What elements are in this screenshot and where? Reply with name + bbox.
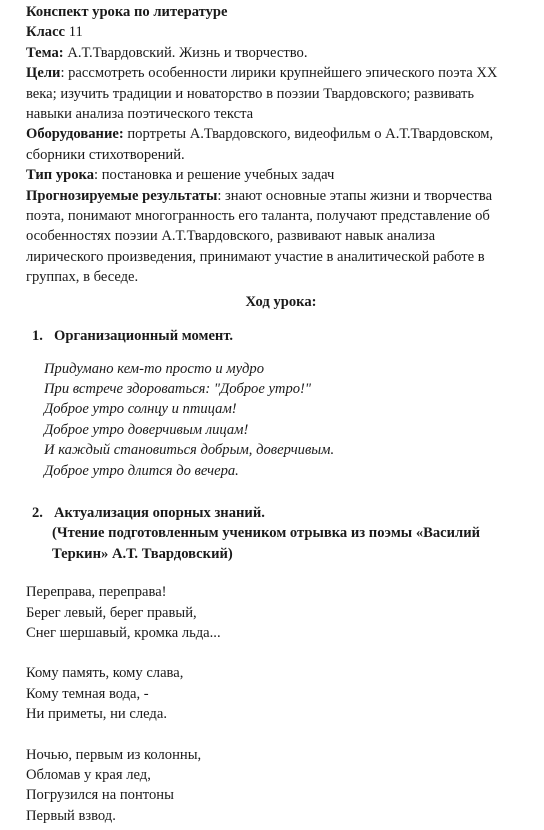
spacer [26,564,536,582]
topic-line [26,43,536,63]
step-2-subtitle-1: (Чтение подготовленным учеником отрывка из поэмы «Василий [52,525,481,542]
lesson-type-line [26,165,536,185]
epigraph-line: Доброе утро солнцу и птицам! [44,401,237,418]
epigraph-line: Доброе утро доверчивым лицам! [44,421,249,438]
poem-line: Берег левый, берег правый, [26,604,197,621]
step-2-title: Актуализация опорных знаний. [54,504,265,521]
epigraph-line: При встрече здороваться: "Доброе утро!" [44,380,312,397]
goals-block [26,63,536,124]
epigraph-line: И каждый становиться добрым, доверчивым. [44,442,335,459]
goals-line-1 [26,63,536,83]
results-text-1: : знают основные этапы жизни и творчества [217,187,493,204]
results-label: Прогнозируемые результаты [26,187,218,204]
step-2-heading [32,503,536,523]
equipment-label: Оборудование: [26,126,124,143]
class-line [26,22,536,42]
step-1-title: Организационный момент. [54,328,234,345]
topic-value: А.Т.Твардовский. Жизнь и творчество. [67,44,308,61]
poem-line: Первый взвод. [26,807,116,824]
poem-excerpt [26,582,536,826]
equipment-text-1: портреты А.Твардовского, видеофильм о А.Т.Твардовском, [123,126,494,143]
step-1-heading [32,326,536,346]
equipment-text-2: сборники стихотворений. [26,146,185,163]
spacer [26,481,536,503]
poem-stanza-3 [26,745,536,827]
topic-label: Тема: [26,44,64,61]
results-text-3: особенностях поэзии А.Т.Твардовского, развивают навык анализа [26,228,436,245]
step-1-number: 1. [32,328,43,345]
results-text-5: группах, в беседе. [26,269,139,286]
goals-text-2: века; изучить традиции и новаторство в поэзии Твардовского; развивать [26,85,475,102]
step-2-subtitle-2: Теркин» А.Т. Твардовский) [52,545,233,562]
goals-text-1: : рассмотреть особенности лирики крупнейшего эпического поэта XX [60,65,498,82]
class-label: Класс [26,24,66,41]
poem-line: Ни приметы, ни следа. [26,706,167,723]
epigraph-line: Придумано кем-то просто и мудро [44,360,264,377]
poem-line: Кому темная вода, - [26,685,149,702]
poem-line: Обломав у края лед, [26,767,151,783]
poem-line: Переправа, переправа! [26,584,167,601]
lesson-type-value: : постановка и решение учебных задач [94,167,335,184]
poem-line: Ночью, первым из колонны, [26,746,202,763]
lesson-type-label: Тип урока [26,167,95,184]
poem-line: Снег шершавый, кромка льда... [26,624,221,641]
results-line-1 [26,186,536,206]
step-2-number: 2. [32,504,43,521]
class-value: 11 [68,24,83,41]
results-block [26,186,536,288]
epigraph [44,359,536,481]
results-text-4: лирического произведения, принимают участие в аналитической работе в [26,248,485,265]
epigraph-line: Доброе утро длится до вечера. [44,462,239,479]
course-title: Ход урока: [245,293,317,310]
poem-stanza-1 [26,582,536,643]
goals-text-3: навыки анализа поэтического текста [26,106,254,123]
equipment-line-1 [26,124,536,144]
poem-line: Кому память, кому слава, [26,665,184,682]
equipment-block [26,124,536,165]
goals-label: Цели [26,65,61,82]
document-title: Конспект урока по литературе [26,4,228,20]
poem-line: Погрузился на понтоны [26,787,174,804]
results-text-2: поэта, понимают многогранность его таланта, получают представление об [26,208,490,225]
poem-stanza-2 [26,663,536,724]
